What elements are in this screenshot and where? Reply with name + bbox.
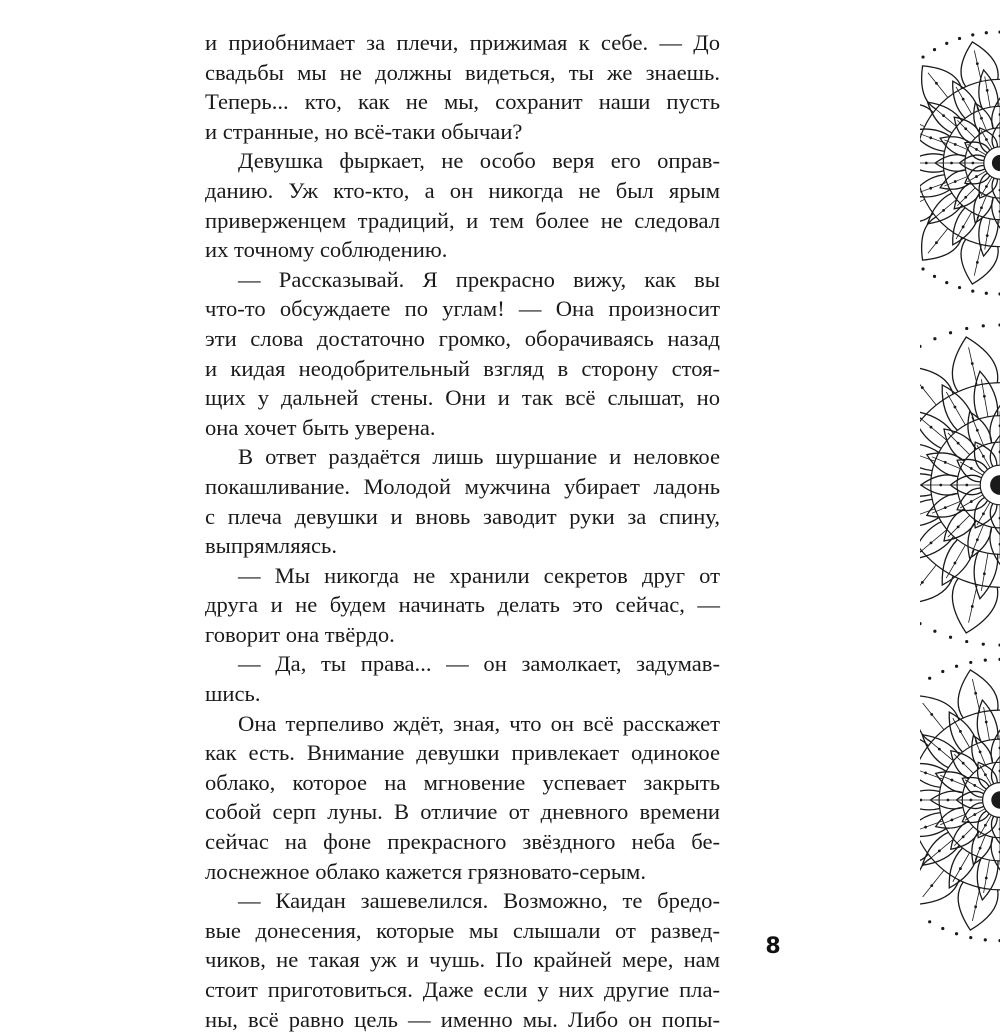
text-line: покашливание. Молодой мужчина убирает ладонь bbox=[205, 473, 720, 499]
text-line: приверженцем традиций, и тем более не следовал bbox=[205, 207, 720, 233]
mandala-ornament-top-icon bbox=[920, 28, 1000, 298]
mandala-ornament-bottom-icon bbox=[920, 655, 1000, 945]
text-line: — Каидан зашевелился. Возможно, те бредо- bbox=[238, 888, 720, 914]
text-line: собой серп луны. В отличие от дневного времени bbox=[205, 799, 720, 825]
text-line: друга и не будем начинать делать это сейчас, — bbox=[205, 592, 720, 618]
text-line: и кидая неодобрительный взгляд в сторону стоя- bbox=[205, 355, 720, 381]
mandala-ornament-middle-icon bbox=[920, 320, 1000, 650]
text-line: ны, всё равно цель — именно мы. Либо он попы- bbox=[205, 1006, 720, 1032]
text-line: как есть. Внимание девушки привлекает одинокое bbox=[205, 740, 720, 766]
text-line: лоснежное облако кажется грязновато-серым. bbox=[205, 858, 646, 884]
text-line: В ответ раздаётся лишь шуршание и неловкое bbox=[238, 444, 720, 470]
text-line: облако, которое на мгновение успевает закрыть bbox=[205, 769, 720, 795]
text-line: шись. bbox=[205, 681, 261, 707]
body-text bbox=[205, 28, 720, 1034]
text-line: — Мы никогда не хранили секретов друг от bbox=[238, 562, 720, 588]
text-line: стоит приготовиться. Даже если у них другие пла- bbox=[205, 977, 720, 1002]
text-line: их точному соблюдению. bbox=[205, 237, 448, 263]
text-line: щих у дальней стены. Они и так всё слышат, но bbox=[205, 385, 720, 411]
text-line: свадьбы мы не должны видеться, ты же знаешь. bbox=[205, 59, 720, 85]
text-line: Она терпеливо ждёт, зная, что он всё расскажет bbox=[238, 710, 720, 736]
text-line: она хочет быть уверена. bbox=[205, 414, 436, 440]
text-line: выпрямляясь. bbox=[205, 533, 337, 559]
page-number: 8 bbox=[765, 934, 781, 959]
text-line: и приобнимает за плечи, прижимая к себе. — До bbox=[205, 30, 720, 55]
text-line: вые донесения, которые мы слышали от развед- bbox=[205, 917, 720, 943]
text-line: данию. Уж кто-кто, а он никогда не был ярым bbox=[205, 177, 720, 203]
text-line: с плеча девушки и вновь заводит руки за спину, bbox=[205, 503, 720, 529]
text-line: и странные, но всё-таки обычаи? bbox=[205, 118, 523, 144]
text-line: что-то обсуждаете по углам! — Она произносит bbox=[205, 296, 720, 322]
text-line: — Да, ты права... — он замолкает, задумав- bbox=[238, 651, 720, 677]
text-line: Девушка фыркает, не особо веря его оправ- bbox=[238, 148, 720, 174]
text-line: говорит она твёрдо. bbox=[205, 621, 395, 647]
text-line: эти слова достаточно громко, оборачиваясь назад bbox=[205, 325, 720, 351]
text-line: сейчас на фоне прекрасного звёздного неба бе- bbox=[205, 829, 720, 855]
text-line: Теперь... кто, как не мы, сохранит наши пусть bbox=[205, 89, 720, 115]
text-line: — Рассказывай. Я прекрасно вижу, как вы bbox=[238, 266, 720, 292]
text-line: чиков, не такая уж и чушь. По крайней мере, нам bbox=[205, 947, 720, 973]
